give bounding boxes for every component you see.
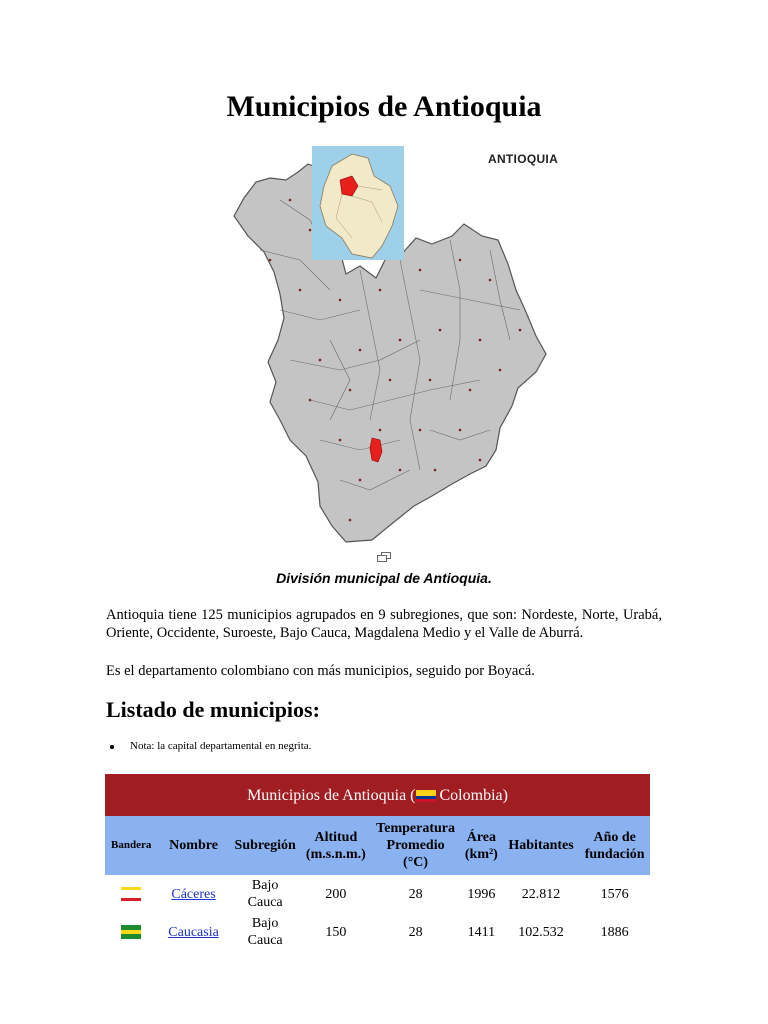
- antioquia-map[interactable]: [220, 140, 570, 550]
- area-cell: 1411: [467, 924, 496, 940]
- map-label: ANTIOQUIA: [488, 152, 559, 166]
- population-cell: 102.532: [518, 924, 564, 940]
- temperature-cell: 28: [408, 924, 423, 940]
- caceres-flag-icon: [121, 887, 141, 901]
- map-caption: División municipal de Antioquia.: [276, 570, 492, 586]
- name-cell: [157, 913, 229, 951]
- section-heading: Listado de municipios:: [106, 697, 320, 722]
- flag-cell: [105, 875, 157, 913]
- header-area: Área (km²): [460, 816, 503, 875]
- municipality-link-caucasia[interactable]: Caucasia: [168, 924, 219, 940]
- subregion-cell: Bajo Cauca: [247, 878, 283, 910]
- temperature-cell: 28: [408, 886, 423, 902]
- header-founded: Año de fundación: [579, 816, 650, 875]
- page-title: Municipios de Antioquia: [226, 90, 542, 123]
- header-temperature: Temperatura Promedio (°C): [371, 816, 460, 875]
- note-bullet: Nota: la capital departamental en negrita.: [130, 740, 312, 752]
- table-title-row: [105, 774, 650, 816]
- colombia-inset-map: [312, 146, 404, 260]
- intro-paragraph: Antioquia tiene 125 municipios agrupados en 9 subregiones, que son: Nordeste, Norte, Urabá, Oriente, Occidente, Suroeste, Bajo Cauca, Magdalena Medio y el Valle de Aburrá.: [106, 607, 662, 641]
- comparison-paragraph: Es el departamento colombiano con más municipios, seguido por Boyacá.: [106, 663, 535, 679]
- header-subregion: Subregión: [230, 816, 301, 875]
- table-row: [105, 875, 650, 913]
- enlarge-icon[interactable]: [377, 552, 391, 562]
- area-cell: 1996: [467, 886, 496, 902]
- flag-cell: [105, 913, 157, 951]
- altitude-cell: 150: [325, 924, 347, 940]
- municipalities-table: [105, 774, 650, 951]
- name-cell: [157, 875, 229, 913]
- header-flag: Bandera: [105, 816, 157, 875]
- altitude-cell: 200: [325, 886, 347, 902]
- subregion-cell: Bajo Cauca: [247, 916, 283, 948]
- municipality-link-caceres[interactable]: Cáceres: [171, 886, 216, 902]
- caucasia-flag-icon: [121, 925, 141, 939]
- population-cell: 22.812: [521, 886, 561, 902]
- founded-cell: 1576: [600, 886, 629, 902]
- header-altitude: Altitud (m.s.n.m.): [301, 816, 372, 875]
- table-title: Municipios de Antioquia ( Colombia): [105, 774, 650, 816]
- colombia-flag-icon: [416, 790, 436, 802]
- table-row: [105, 913, 650, 951]
- header-population: Habitantes: [503, 816, 580, 875]
- table-header-row: [105, 816, 650, 875]
- founded-cell: 1886: [600, 924, 629, 940]
- header-name: Nombre: [157, 816, 229, 875]
